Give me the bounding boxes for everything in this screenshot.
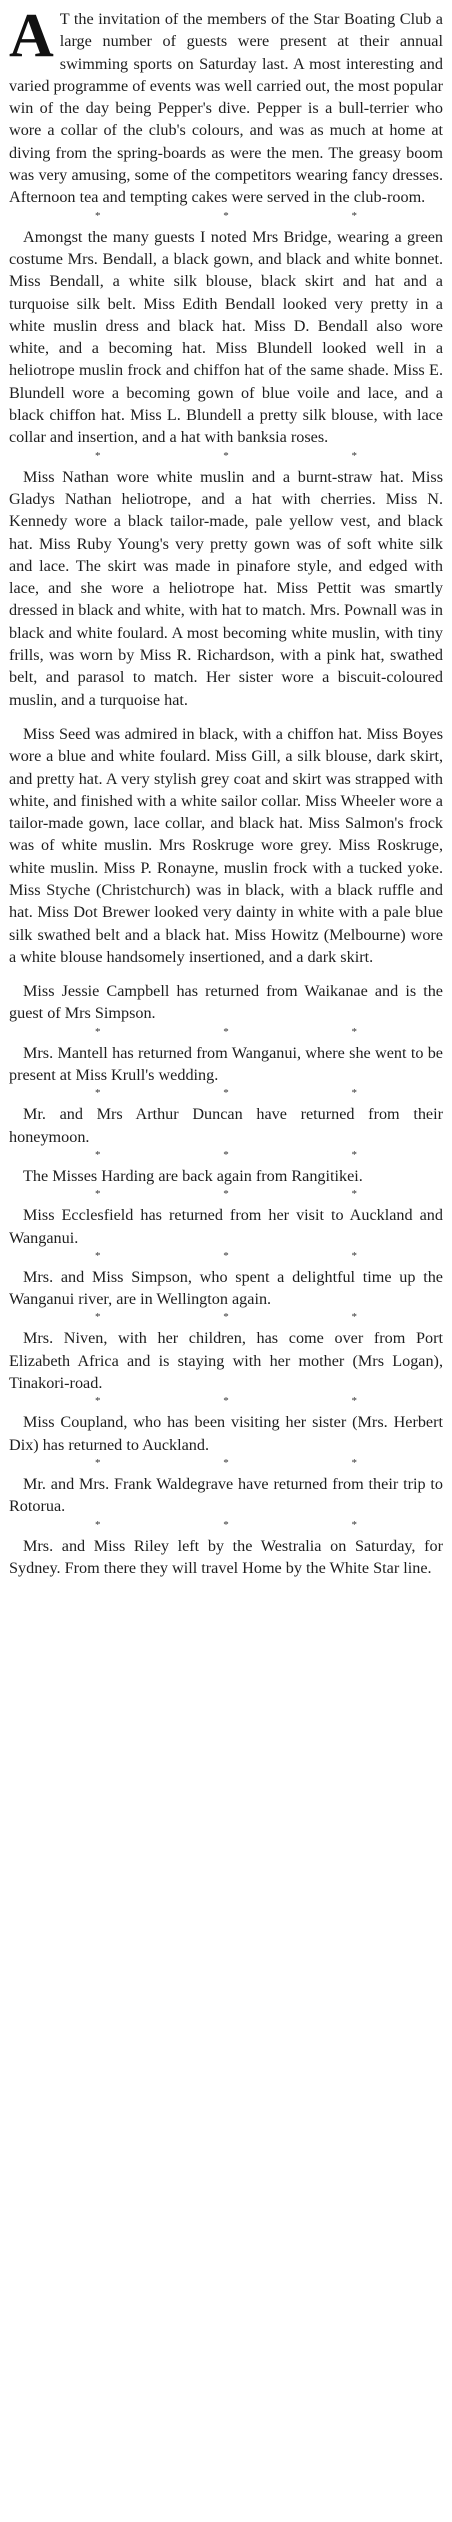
drop-cap-letter: A: [9, 2, 54, 70]
article-paragraph-6: [9, 1042, 443, 1087]
paragraph-text: T the invitation of the members of the Star Boating Club a large number of guests were present at their annual swimming sports on Saturday last. A most interesting and varied programme of events was well carried out, the most popular win of the day being Pepper's dive. Pepper is a bull-terrier who wore a collar of the club's colours, and was as much at home at diving from the spring-boards as were the men. The greasy boom was very amusing, some of the competitors wearing fancy dresses. Afternoon tea and tempting cakes were served in the club-room.: [9, 10, 443, 207]
article-paragraph-13: [9, 1473, 443, 1518]
section-separator: * * *: [95, 1249, 417, 1262]
article-paragraph-4: [9, 723, 443, 968]
section-separator: * * *: [95, 1456, 417, 1469]
section-separator: * * *: [95, 1395, 417, 1408]
section-separator: * * *: [95, 1188, 417, 1201]
article-paragraph-10: [9, 1266, 443, 1311]
paragraph-text: Miss Coupland, who has been visiting her sister (Mrs. Herbert Dix) has returned to Auckland.: [9, 1413, 443, 1454]
article-paragraph-8: [9, 1165, 443, 1187]
paragraph-text: Mrs. and Miss Simpson, who spent a delightful time up the Wanganui river, are in Wellington again.: [9, 1267, 443, 1309]
article-paragraph-1: [9, 2, 443, 209]
paragraph-text: Mrs. and Miss Riley left by the Westralia on Saturday, for Sydney. From there they will travel Home by the White Star line.: [9, 1536, 443, 1577]
article-paragraph-3: [9, 466, 443, 711]
section-separator: * * *: [95, 449, 417, 462]
section-separator: * * *: [95, 1025, 417, 1038]
paragraph-text: Miss Ecclesfield has returned from her visit to Auckland and Wanganui.: [9, 1206, 443, 1247]
article-paragraph-9: [9, 1204, 443, 1249]
paragraph-text: Mrs. Niven, with her children, has come over from Port Elizabeth Africa and is staying with her mother (Mrs Logan), Tinakori-road.: [9, 1329, 443, 1393]
paragraph-gap: [9, 968, 443, 980]
paragraph-text: Miss Jessie Campbell has returned from Waikanae and is the guest of Mrs Simpson.: [9, 982, 443, 1023]
paragraph-gap: [9, 711, 443, 723]
article-paragraph-11: [9, 1327, 443, 1394]
article-paragraph-5: [9, 980, 443, 1025]
section-separator: * * *: [95, 1311, 417, 1324]
paragraph-text: Amongst the many guests I noted Mrs Bridge, wearing a green costume Mrs. Bendall, a black gown, and black and white bonnet. Miss Bendall, a white silk blouse, black skirt and hat and a turquoise silk belt. Miss Edith Bendall looked very pretty in a white muslin dress and black hat. Miss D. Bendall also wore white, and a becoming hat. Miss Blundell looked well in a heliotrope muslin frock and chiffon hat of the same shade. Miss E. Blundell wore a becoming gown of blue voile and lace, and a black chiffon hat. Miss L. Blundell a pretty silk blouse, with lace collar and insertion, and a hat with banksia roses.: [9, 227, 443, 447]
paragraph-text: Miss Seed was admired in black, with a chiffon hat. Miss Boyes wore a blue and white foulard. Miss Gill, a silk blouse, dark skirt, and pretty hat. A very stylish grey coat and skirt was strapped with white, and finished with a white sailor collar. Miss Wheeler wore a tailor-made gown, lace collar, and black hat. Miss Salmon's frock was of white muslin. Mrs Roskruge wore grey. Miss Roskruge, white muslin. Miss P. Ronayne, muslin frock with a tucked yoke. Miss Styche (Christchurch) was in black, with a black ruffle and hat. Miss Dot Brewer looked very dainty in white with a pale blue silk swathed belt and a black hat. Miss Howitz (Melbourne) wore a white blouse handsomely insertioned, and a dark skirt.: [9, 724, 443, 966]
paragraph-text: Mrs. Mantell has returned from Wanganui, where she went to be present at Miss Krull's wedding.: [9, 1043, 443, 1085]
paragraph-text: Miss Nathan wore white muslin and a burnt-straw hat. Miss Gladys Nathan heliotrope, and a hat with cherries. Miss N. Kennedy wore a black tailor-made, pale yellow vest, and black hat. Miss Ruby Young's very pretty gown was of soft white silk and lace. The skirt was made in pinafore style, and edged with lace, and she wore a heliotrope hat. Miss Pettit was smartly dressed in black and white, with hat to match. Mrs. Pownall was in black and white foulard. A most becoming white muslin, with tiny frills, was worn by Miss R. Richardson, with a pink hat, swathed belt, and parasol to match. Her sister wore a biscuit-coloured muslin, and a turquoise hat.: [9, 467, 443, 709]
section-separator: * * *: [95, 1087, 417, 1100]
article-paragraph-12: [9, 1411, 443, 1456]
article-paragraph-2: [9, 226, 443, 449]
article-paragraph-7: [9, 1103, 443, 1148]
section-separator: * * *: [95, 209, 417, 222]
paragraph-text: Mr. and Mrs Arthur Duncan have returned from their honeymoon.: [9, 1105, 443, 1146]
section-separator: * * *: [95, 1148, 417, 1161]
article-paragraph-14: [9, 1535, 443, 1580]
section-separator: * * *: [95, 1518, 417, 1531]
paragraph-text: Mr. and Mrs. Frank Waldegrave have returned from their trip to Rotorua.: [9, 1474, 443, 1516]
paragraph-text: The Misses Harding are back again from Rangitikei.: [23, 1166, 363, 1185]
